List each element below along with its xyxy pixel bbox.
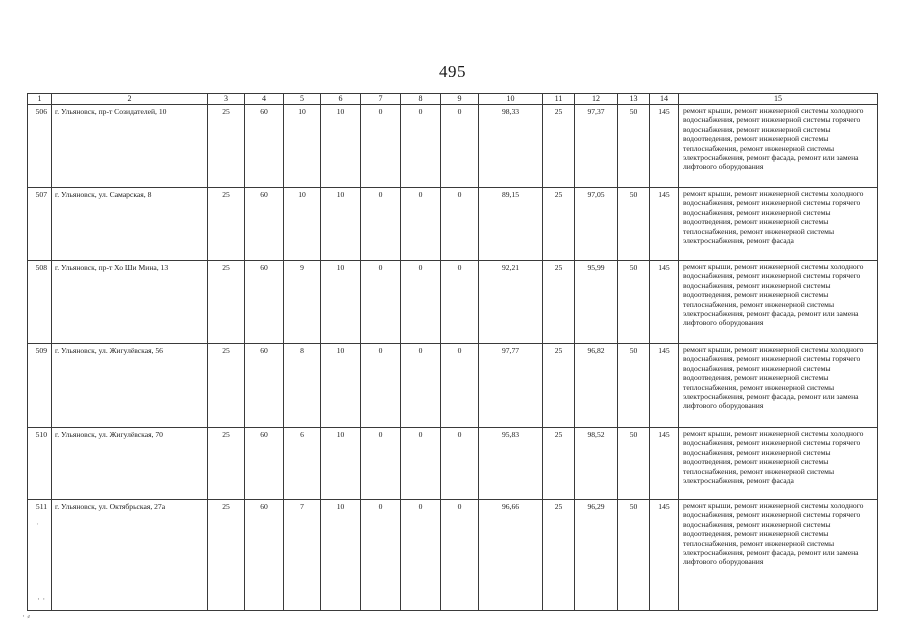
table-cell: 10 — [284, 105, 321, 188]
table-cell: 0 — [361, 428, 401, 500]
column-header: 9 — [441, 94, 479, 105]
table-cell: 25 — [543, 500, 575, 611]
table-cell: 0 — [361, 344, 401, 428]
table-cell: 25 — [208, 261, 245, 344]
table-row — [28, 188, 878, 261]
table-cell: 0 — [401, 188, 441, 261]
table-cell: 25 — [543, 188, 575, 261]
table-cell: 0 — [441, 500, 479, 611]
table-cell: 25 — [543, 105, 575, 188]
table-cell: 60 — [245, 500, 284, 611]
table-cell: 25 — [208, 105, 245, 188]
table-cell: 50 — [618, 261, 650, 344]
table-cell: 10 — [321, 188, 361, 261]
column-header: 11 — [543, 94, 575, 105]
table-cell: 7 — [284, 500, 321, 611]
table-cell: 25 — [543, 428, 575, 500]
table-cell: 60 — [245, 188, 284, 261]
repair-works-list: ремонт крыши, ремонт инженерной системы холодного водоснабжения, ремонт инженерной системы горячего водоснабжения, ремонт инженерной системы водоотведения, ремонт инженерной системы теплоснабжения, ремонт инженерной системы электроснабжения, ремонт фасада, ремонт или замена лифтового оборудования — [679, 344, 878, 428]
table-cell: 60 — [245, 105, 284, 188]
column-header: 6 — [321, 94, 361, 105]
repair-works-list: ремонт крыши, ремонт инженерной системы холодного водоснабжения, ремонт инженерной системы горячего водоснабжения, ремонт инженерной системы водоотведения, ремонт инженерной системы теплоснабжения, ремонт инженерной системы электроснабжения, ремонт фасада — [679, 188, 878, 261]
table-cell: 25 — [208, 344, 245, 428]
column-header: 5 — [284, 94, 321, 105]
table-cell: 10 — [321, 261, 361, 344]
table-cell: 6 — [284, 428, 321, 500]
row-number: 510 — [28, 428, 52, 500]
table-cell: 145 — [650, 428, 679, 500]
table-cell: 10 — [284, 188, 321, 261]
table-cell: 9 — [284, 261, 321, 344]
table-cell: 0 — [401, 500, 441, 611]
building-address: г. Ульяновск, ул. Жигулёвская, 56 — [52, 344, 208, 428]
table-cell: 145 — [650, 188, 679, 261]
scan-speck: · — [36, 519, 39, 529]
column-header: 1 — [28, 94, 52, 105]
table-cell: 0 — [441, 428, 479, 500]
row-number: 507 — [28, 188, 52, 261]
repair-works-list: ремонт крыши, ремонт инженерной системы холодного водоснабжения, ремонт инженерной системы горячего водоснабжения, ремонт инженерной системы водоотведения, ремонт инженерной системы теплоснабжения, ремонт инженерной системы электроснабжения, ремонт фасада, ремонт или замена лифтового оборудования — [679, 261, 878, 344]
table-row — [28, 428, 878, 500]
table-cell: 60 — [245, 344, 284, 428]
table-cell: 60 — [245, 428, 284, 500]
table-cell: 98,33 — [479, 105, 543, 188]
table-row — [28, 344, 878, 428]
table-cell: 50 — [618, 105, 650, 188]
column-header: 4 — [245, 94, 284, 105]
table-cell: 145 — [650, 344, 679, 428]
table-cell: 95,83 — [479, 428, 543, 500]
table-cell: 0 — [401, 105, 441, 188]
table-cell: 25 — [208, 500, 245, 611]
scan-speck: · · — [37, 594, 46, 604]
table-cell: 10 — [321, 344, 361, 428]
building-address: г. Ульяновск, пр-т Хо Ши Мина, 13 — [52, 261, 208, 344]
table-cell: 0 — [361, 500, 401, 611]
table-cell: 0 — [401, 344, 441, 428]
table-cell: 95,99 — [575, 261, 618, 344]
table-cell: 97,37 — [575, 105, 618, 188]
table-cell: 50 — [618, 344, 650, 428]
repair-register-table — [27, 93, 878, 611]
row-number: 511 — [28, 500, 52, 611]
table-cell: 0 — [441, 261, 479, 344]
table-cell: 145 — [650, 500, 679, 611]
table-row — [28, 105, 878, 188]
scan-speck: · ⸗ — [22, 611, 31, 621]
column-header: 7 — [361, 94, 401, 105]
table-cell: 0 — [401, 428, 441, 500]
table-cell: 96,82 — [575, 344, 618, 428]
row-number: 509 — [28, 344, 52, 428]
column-header: 12 — [575, 94, 618, 105]
table-cell: 10 — [321, 500, 361, 611]
repair-works-list: ремонт крыши, ремонт инженерной системы холодного водоснабжения, ремонт инженерной системы горячего водоснабжения, ремонт инженерной системы водоотведения, ремонт инженерной системы теплоснабжения, ремонт инженерной системы электроснабжения, ремонт фасада, ремонт или замена лифтового оборудования — [679, 105, 878, 188]
building-address: г. Ульяновск, ул. Октябрьская, 27а — [52, 500, 208, 611]
column-header: 3 — [208, 94, 245, 105]
table-cell: 50 — [618, 188, 650, 261]
table-cell: 0 — [441, 105, 479, 188]
row-number: 508 — [28, 261, 52, 344]
table-cell: 25 — [208, 188, 245, 261]
building-address: г. Ульяновск, пр-т Созидателей, 10 — [52, 105, 208, 188]
page-number: 495 — [439, 62, 466, 81]
column-header: 15 — [679, 94, 878, 105]
table-cell: 97,05 — [575, 188, 618, 261]
table-cell: 0 — [401, 261, 441, 344]
table-cell: 97,77 — [479, 344, 543, 428]
table-row — [28, 261, 878, 344]
column-header: 2 — [52, 94, 208, 105]
table-cell: 50 — [618, 500, 650, 611]
table-row — [28, 500, 878, 611]
table-cell: 0 — [361, 105, 401, 188]
table-cell: 0 — [441, 188, 479, 261]
table-cell: 50 — [618, 428, 650, 500]
repair-works-list: ремонт крыши, ремонт инженерной системы холодного водоснабжения, ремонт инженерной системы горячего водоснабжения, ремонт инженерной системы водоотведения, ремонт инженерной системы теплоснабжения, ремонт инженерной системы электроснабжения, ремонт фасада — [679, 428, 878, 500]
table-cell: 8 — [284, 344, 321, 428]
column-header: 14 — [650, 94, 679, 105]
table-cell: 0 — [361, 188, 401, 261]
column-number-row — [28, 94, 878, 105]
table-cell: 0 — [441, 344, 479, 428]
table-cell: 0 — [361, 261, 401, 344]
table-cell: 92,21 — [479, 261, 543, 344]
building-address: г. Ульяновск, ул. Жигулёвская, 70 — [52, 428, 208, 500]
table-cell: 98,52 — [575, 428, 618, 500]
table-cell: 145 — [650, 105, 679, 188]
row-number: 506 — [28, 105, 52, 188]
table-cell: 25 — [208, 428, 245, 500]
table-cell: 89,15 — [479, 188, 543, 261]
table-cell: 10 — [321, 428, 361, 500]
column-header: 8 — [401, 94, 441, 105]
table-cell: 145 — [650, 261, 679, 344]
table-cell: 25 — [543, 261, 575, 344]
building-address: г. Ульяновск, ул. Самарская, 8 — [52, 188, 208, 261]
column-header: 13 — [618, 94, 650, 105]
column-header: 10 — [479, 94, 543, 105]
table-cell: 10 — [321, 105, 361, 188]
repair-works-list: ремонт крыши, ремонт инженерной системы холодного водоснабжения, ремонт инженерной системы горячего водоснабжения, ремонт инженерной системы водоотведения, ремонт инженерной системы теплоснабжения, ремонт инженерной системы электроснабжения, ремонт фасада, ремонт или замена лифтового оборудования — [679, 500, 878, 611]
table-cell: 96,29 — [575, 500, 618, 611]
table-cell: 60 — [245, 261, 284, 344]
table-cell: 25 — [543, 344, 575, 428]
table-cell: 96,66 — [479, 500, 543, 611]
